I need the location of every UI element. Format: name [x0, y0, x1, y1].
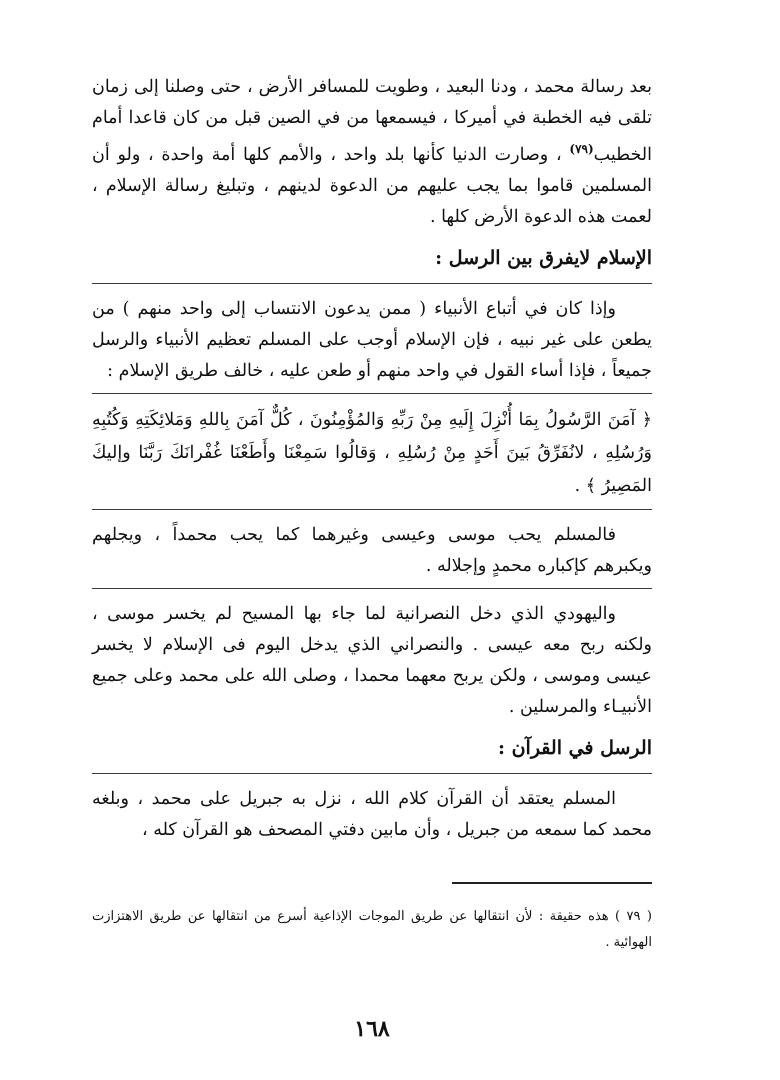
section-heading: الرسل في القرآن :	[497, 736, 652, 759]
quran-verse: ﴿ آمَنَ الرَّسُولُ بِمَا أُنْزِلَ إِلَيهِ مِنْ رَبِّهِ وَالمُؤْمِنُونَ ، كُلٌّ آمَنَ بِاللهِ وَمَلائِكَتِهِ وَكُتُبِهِ وَرُسُلِهِ ، لانُفَرِّقُ بَينَ أَحَدٍ مِنْ رُسُلِهِ ، وَقالُوا سَمِعْنَا وأَطَعْنَا غُفْرانَكَ رَبَّنَا وإليكَ المَصِيرُ ﴾ .	[92, 409, 652, 496]
book-page	[92, 72, 652, 1062]
page-number: ١٦٨	[354, 1016, 390, 1042]
divider	[92, 509, 652, 510]
divider	[92, 588, 652, 589]
section-heading: الإسلام لايفرق بين الرسل :	[435, 246, 652, 269]
paragraph-text: ، وصارت الدنيا كأنها بلد واحد ، والأمم كلها أمة واحدة ، ولو أن المسلمين قاموا بما يجب عليهم من الدعوة لدينهم ، وتبليغ رسالة الإسلام ، لعمت هذه الدعوة الأرض كلها .	[92, 144, 652, 227]
footnote-marker: (٧٩)	[569, 142, 594, 156]
footnote: ( ٧٩ ) هذه حقيقة : لأن انتقالها عن طريق الموجات الإذاعية أسرع من انتقالها عن طريق الاهتزازت الهوائية .	[92, 909, 652, 950]
paragraph	[92, 72, 652, 233]
divider	[92, 773, 652, 774]
paragraph: وإذا كان في أتباع الأنبياء ( ممن يدعون الانتساب إلى واحد منهم ) من يطعن على غير نبيه ، فإن الإسلام أوجب على المسلم تعظيم الأنبياء والرسل جميعاً ، فإذا أساء القول في واحد منهم أو طعن عليه ، خالف طريق الإسلام :	[92, 298, 652, 381]
paragraph: فالمسلم يحب موسى وعيسى وغيرهما كما يحب محمداً ، ويجلهم ويكبرهم كإكباره محمدٍ وإجلاله .	[92, 524, 652, 576]
footnote-separator	[452, 882, 652, 884]
divider	[92, 283, 652, 284]
paragraph: المسلم يعتقد أن القرآن كلام الله ، نزل به جبريل على محمد ، وبلغه محمد كما سمعه من جبريل ، وأن مابين دفتي المصحف هو القرآن كله ،	[92, 788, 652, 840]
divider	[92, 393, 652, 394]
paragraph: واليهودي الذي دخل النصرانية لما جاء بها المسيح لم يخسر موسى ، ولكنه ربح معه عيسى . والنصراني الذي يدخل اليوم فى الإسلام لا يخسر عيسى وموسى ، ولكن يربح معهما محمدا ، وصلى الله على محمد وعلى جميع الأنبيـاء والمرسلين .	[92, 603, 652, 717]
paragraph-text: بعد رسالة محمد ، ودنا البعيد ، وطويت للمسافر الأرض ، حتى وصلنا إلى زمان تلقى فيه الخطبة في أميركا ، فيسمعها من في الصين قبل من كان قاعدا أمام الخطيب	[92, 77, 652, 165]
